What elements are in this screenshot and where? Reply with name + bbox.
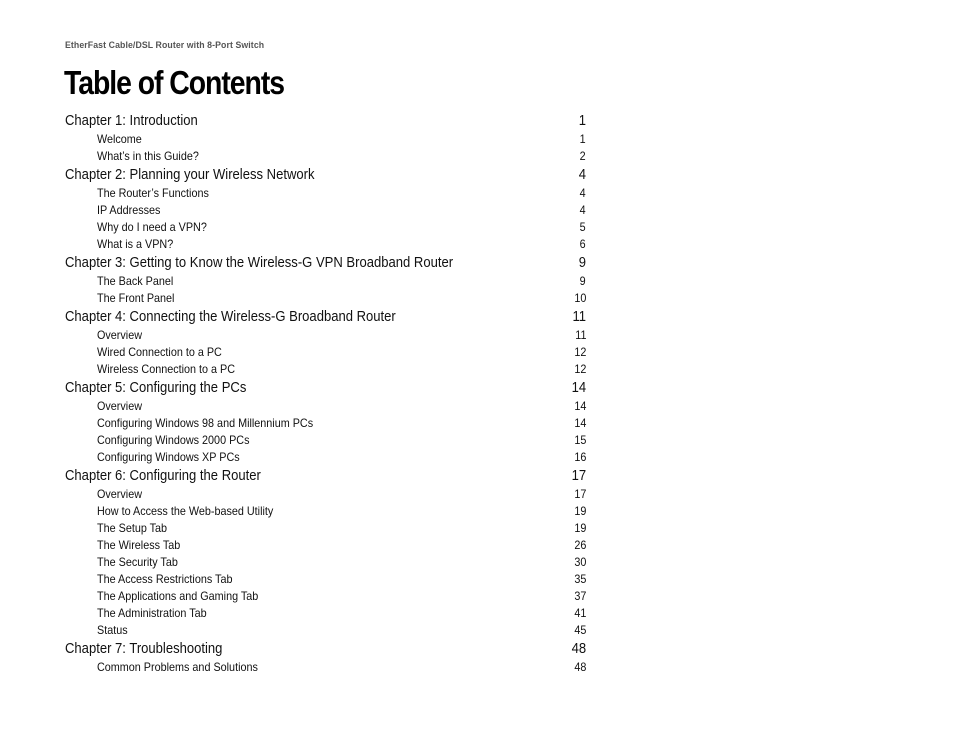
toc-entry-label: Chapter 1: Introduction [65,113,198,129]
toc-entry-label: Overview [97,399,143,413]
toc-section-entry[interactable] [65,486,586,503]
toc-entry-page-number: 48 [573,660,586,674]
toc-chapter-entry[interactable] [65,253,586,273]
toc-entry-label: The Front Panel [97,291,175,305]
toc-section-entry[interactable] [65,148,586,165]
toc-entry-page-number: 10 [573,291,586,305]
toc-entry-page-number: 41 [573,606,586,620]
toc-section-entry[interactable] [65,361,586,378]
toc-entry-label: Chapter 6: Configuring the Router [65,468,261,484]
toc-entry-label: Overview [97,487,143,501]
toc-entry-label: Chapter 3: Getting to Know the Wireless-G VPN Broadband Router [65,255,454,271]
toc-entry-label: Chapter 4: Connecting the Wireless-G Broadband Router [65,309,396,325]
toc-entry-page-number: 48 [571,641,586,657]
toc-section-entry[interactable] [65,571,586,588]
toc-section-entry[interactable] [65,327,586,344]
toc-entry-page-number: 2 [579,149,586,163]
toc-entry-page-number: 19 [573,504,586,518]
toc-entry-page-number: 45 [573,623,586,637]
toc-section-entry[interactable] [65,185,586,202]
toc-entry-page-number: 19 [573,521,586,535]
toc-entry-label: Configuring Windows 98 and Millennium PCs [97,416,314,430]
toc-entry-page-number: 17 [571,468,586,484]
toc-entry-page-number: 12 [573,345,586,359]
toc-section-entry[interactable] [65,605,586,622]
toc-section-entry[interactable] [65,398,586,415]
toc-entry-label: Common Problems and Solutions [97,660,258,674]
toc-entry-label: The Back Panel [97,274,174,288]
toc-entry-label: The Access Restrictions Tab [97,572,233,586]
toc-section-entry[interactable] [65,236,586,253]
table-of-contents [65,111,586,676]
toc-entry-label: Wired Connection to a PC [97,345,222,359]
toc-entry-page-number: 14 [571,380,586,396]
toc-entry-page-number: 9 [579,274,586,288]
toc-entry-label: Configuring Windows 2000 PCs [97,433,250,447]
toc-section-entry[interactable] [65,273,586,290]
toc-entry-label: IP Addresses [97,203,161,217]
toc-entry-page-number: 4 [579,186,586,200]
toc-chapter-entry[interactable] [65,307,586,327]
toc-section-entry[interactable] [65,344,586,361]
toc-entry-label: What’s in this Guide? [97,149,199,163]
toc-entry-page-number: 14 [573,399,586,413]
toc-entry-page-number: 4 [579,203,586,217]
toc-chapter-entry[interactable] [65,639,586,659]
toc-section-entry[interactable] [65,415,586,432]
toc-entry-label: The Wireless Tab [97,538,181,552]
toc-section-entry[interactable] [65,503,586,520]
toc-entry-label: The Setup Tab [97,521,168,535]
toc-entry-page-number: 16 [573,450,586,464]
toc-section-entry[interactable] [65,588,586,605]
toc-entry-page-number: 12 [573,362,586,376]
toc-entry-page-number: 26 [573,538,586,552]
toc-section-entry[interactable] [65,449,586,466]
toc-chapter-entry[interactable] [65,111,586,131]
toc-section-entry[interactable] [65,290,586,307]
toc-entry-page-number: 11 [572,309,586,325]
toc-section-entry[interactable] [65,659,586,676]
toc-section-entry[interactable] [65,202,586,219]
toc-chapter-entry[interactable] [65,378,586,398]
toc-section-entry[interactable] [65,432,586,449]
toc-entry-label: The Router’s Functions [97,186,209,200]
toc-entry-page-number: 5 [579,220,586,234]
toc-entry-page-number: 9 [578,255,586,271]
toc-entry-page-number: 17 [573,487,586,501]
toc-entry-page-number: 4 [578,167,586,183]
toc-entry-label: Welcome [97,132,142,146]
toc-entry-page-number: 37 [573,589,586,603]
toc-entry-label: How to Access the Web-based Utility [97,504,274,518]
toc-entry-page-number: 15 [573,433,586,447]
toc-entry-label: The Applications and Gaming Tab [97,589,259,603]
toc-section-entry[interactable] [65,131,586,148]
toc-entry-page-number: 14 [573,416,586,430]
running-header: EtherFast Cable/DSL Router with 8-Port Switch [65,40,265,51]
toc-entry-page-number: 11 [574,328,586,342]
toc-entry-label: Configuring Windows XP PCs [97,450,240,464]
toc-entry-page-number: 1 [578,113,586,129]
toc-entry-label: Chapter 7: Troubleshooting [65,641,223,657]
toc-entry-label: Why do I need a VPN? [97,220,207,234]
page-title: Table of Contents [64,64,285,101]
toc-section-entry[interactable] [65,520,586,537]
toc-entry-label: Chapter 2: Planning your Wireless Network [65,167,315,183]
toc-entry-label: The Security Tab [97,555,178,569]
toc-entry-label: The Administration Tab [97,606,207,620]
toc-entry-page-number: 30 [573,555,586,569]
toc-section-entry[interactable] [65,622,586,639]
toc-entry-label: Wireless Connection to a PC [97,362,236,376]
toc-section-entry[interactable] [65,219,586,236]
toc-section-entry[interactable] [65,537,586,554]
toc-entry-page-number: 35 [573,572,586,586]
toc-chapter-entry[interactable] [65,466,586,486]
toc-entry-label: What is a VPN? [97,237,174,251]
toc-entry-page-number: 6 [579,237,586,251]
toc-entry-page-number: 1 [579,132,586,146]
toc-entry-label: Chapter 5: Configuring the PCs [65,380,247,396]
toc-chapter-entry[interactable] [65,165,586,185]
toc-section-entry[interactable] [65,554,586,571]
toc-entry-label: Status [97,623,128,637]
toc-entry-label: Overview [97,328,143,342]
